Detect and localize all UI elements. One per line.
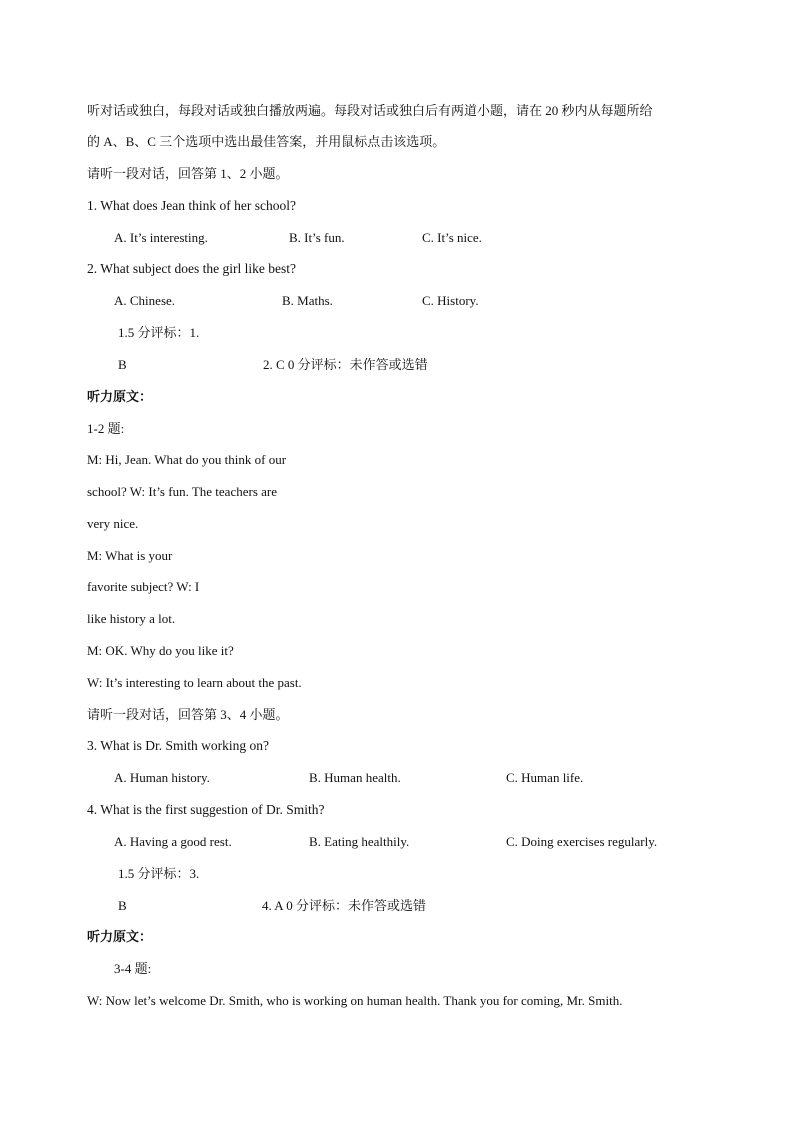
transcript-1-line-5: favorite subject? W: I	[87, 579, 200, 594]
question-1-option-a[interactable]: A. It’s interesting.	[114, 230, 208, 245]
transcript-label-2: 3-4 题:	[114, 961, 152, 976]
score-line-4-right: 4. A 0 分评标：未作答或选错	[262, 898, 426, 913]
question-2-stem: 2. What subject does the girl like best?	[87, 261, 296, 276]
transcript-1-line-3: very nice.	[87, 516, 139, 531]
question-2-option-c[interactable]: C. History.	[422, 293, 479, 308]
transcript-1-line-6: like history a lot.	[87, 611, 176, 626]
transcript-1-line-8: W: It’s interesting to learn about the past.	[87, 675, 302, 690]
question-4-stem: 4. What is the first suggestion of Dr. Smith?	[87, 802, 325, 817]
transcript-2-line-1: W: Now let’s welcome Dr. Smith, who is working on human health. Thank you for coming, Mr. Smith.	[87, 993, 623, 1008]
score-line-2-left: B	[118, 357, 127, 372]
score-line-3: 1.5 分评标：3.	[118, 866, 200, 881]
instruction-line-2: 的 A、B、C 三个选项中选出最佳答案，并用鼠标点击该选项。	[87, 134, 446, 149]
transcript-heading-1: 听力原文：	[87, 389, 153, 404]
transcript-1-line-2: school? W: It’s fun. The teachers are	[87, 484, 277, 499]
transcript-1-line-4: M: What is your	[87, 548, 173, 563]
transcript-label-1: 1-2 题:	[87, 421, 125, 436]
question-1-option-c[interactable]: C. It’s nice.	[422, 230, 482, 245]
question-3-option-b[interactable]: B. Human health.	[309, 770, 401, 785]
instruction-line-1: 听对话或独白，每段对话或独白播放两遍。每段对话或独白后有两道小题，请在 20 秒内从每题所给	[87, 103, 653, 118]
question-4-option-b[interactable]: B. Eating healthily.	[309, 834, 410, 849]
transcript-1-line-1: M: Hi, Jean. What do you think of our	[87, 452, 287, 467]
question-2-option-a[interactable]: A. Chinese.	[114, 293, 176, 308]
score-line-4-left: B	[118, 898, 127, 913]
question-3-stem: 3. What is Dr. Smith working on?	[87, 738, 269, 753]
transcript-1-line-7: M: OK. Why do you like it?	[87, 643, 234, 658]
question-4-option-c[interactable]: C. Doing exercises regularly.	[506, 834, 658, 849]
score-line-1: 1.5 分评标：1.	[118, 325, 200, 340]
question-3-option-c[interactable]: C. Human life.	[506, 770, 584, 785]
question-1-stem: 1. What does Jean think of her school?	[87, 198, 296, 213]
score-line-2-right: 2. C 0 分评标：未作答或选错	[263, 357, 428, 372]
transcript-heading-2: 听力原文：	[87, 929, 153, 944]
section1-prompt: 请听一段对话，回答第 1、2 小题。	[87, 166, 289, 181]
question-3-option-a[interactable]: A. Human history.	[114, 770, 210, 785]
section2-prompt: 请听一段对话，回答第 3、4 小题。	[87, 707, 289, 722]
question-4-option-a[interactable]: A. Having a good rest.	[114, 834, 232, 849]
question-2-option-b[interactable]: B. Maths.	[282, 293, 333, 308]
question-1-option-b[interactable]: B. It’s fun.	[289, 230, 345, 245]
